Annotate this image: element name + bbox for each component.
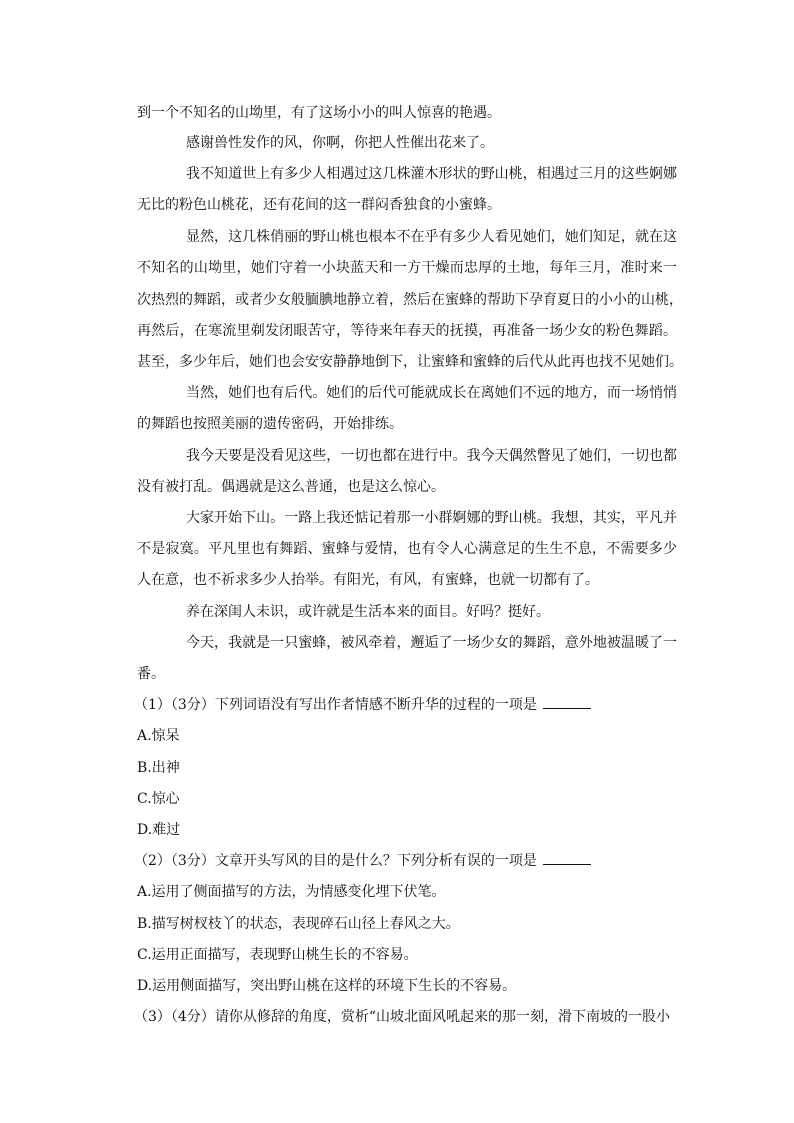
passage-line: 番。 <box>137 666 165 682</box>
answer-blank <box>543 694 591 709</box>
passage-line: 我不知道世上有多少人相遇过这几株灌木形状的野山桃，相遇过三月的这些婀娜 <box>186 166 677 182</box>
passage-line: 没有被打乱。偶遇就是这么普通，也是这么惊心。 <box>137 479 445 495</box>
question-2-option-b: B.描写树杈枝丫的状态，表现碎石山径上春风之大。 <box>137 916 460 932</box>
question-1-text: （1）（3分）下列词语没有写出作者情感不断升华的过程的一项是 <box>134 697 537 713</box>
passage-line: 不知名的山坳里，她们守着一小块蓝天和一方干燥而忠厚的土地，每年三月，准时来一 <box>137 260 677 276</box>
passage-line: 我今天要是没看见这些，一切也都在进行中。我今天偶然瞥见了她们，一切也都 <box>186 448 677 464</box>
passage-line: 今天，我就是一只蜜蜂，被风牵着，邂逅了一场少女的舞蹈，意外地被温暖了一 <box>186 635 677 651</box>
question-2-option-d: D.运用侧面描写，突出野山桃在这样的环境下生长的不容易。 <box>137 978 517 994</box>
passage-line: 当然，她们也有后代。她们的后代可能就成长在离她们不远的地方，而一场悄悄 <box>186 385 677 401</box>
question-2-text: （2）（3分）文章开头写风的目的是什么？下列分析有误的一项是 <box>134 853 537 869</box>
question-2-option-a: A.运用了侧面描写的方法，为情感变化埋下伏笔。 <box>137 884 446 900</box>
passage-line: 甚至，多少年后，她们也会安安静静地倒下，让蜜蜂和蜜蜂的后代从此再也找不见她们。 <box>137 354 683 370</box>
passage-line: 不是寂寞。平凡里也有舞蹈、蜜蜂与爱情，也有令人心满意足的生生不息，不需要多少 <box>137 541 677 557</box>
passage-line: 人在意，也不祈求多少人抬举。有阳光，有风，有蜜蜂，也就一切都有了。 <box>137 572 599 588</box>
passage-line: 养在深闺人未识，或许就是生活本来的面目。好吗？挺好。 <box>186 604 550 620</box>
passage-line: 的舞蹈也按照美丽的遗传密码，开始排练。 <box>137 416 403 432</box>
question-3-stem: （3）（4分）请你从修辞的角度，赏析“山坡北面风吼起来的那一刻，滑下南坡的一股小 <box>134 1009 670 1025</box>
passage-line: 大家开始下山。一路上我还惦记着那一小群婀娜的野山桃。我想，其实，平凡并 <box>186 510 677 526</box>
question-1-option-d: D.难过 <box>137 822 181 838</box>
question-2-stem <box>134 850 591 872</box>
passage-line: 无比的粉色山桃花，还有花间的这一群闷香独食的小蜜蜂。 <box>137 197 501 213</box>
passage-line: 到一个不知名的山坳里，有了这场小小的叫人惊喜的艳遇。 <box>137 105 501 121</box>
passage-line: 显然，这几株俏丽的野山桃也根本不在乎有多少人看见她们，她们知足，就在这 <box>186 229 677 245</box>
passage-line: 再然后，在寒流里剃发闭眼苦守，等待来年春天的抚摸，再准备一场少女的粉色舞蹈。 <box>137 323 677 339</box>
question-1-option-b: B.出神 <box>137 760 180 776</box>
passage-line: 感谢兽性发作的风，你啊，你把人性催出花来了。 <box>186 135 494 151</box>
answer-blank <box>543 850 591 865</box>
question-1-option-c: C.惊心 <box>137 791 180 807</box>
question-2-option-c: C.运用正面描写，表现野山桃生长的不容易。 <box>137 947 418 963</box>
question-1-stem <box>134 694 591 716</box>
question-1-option-a: A.惊呆 <box>137 728 180 744</box>
passage-line: 次热烈的舞蹈，或者少女般腼腆地静立着，然后在蜜蜂的帮助下孕育夏日的小小的山桃， <box>137 292 683 308</box>
